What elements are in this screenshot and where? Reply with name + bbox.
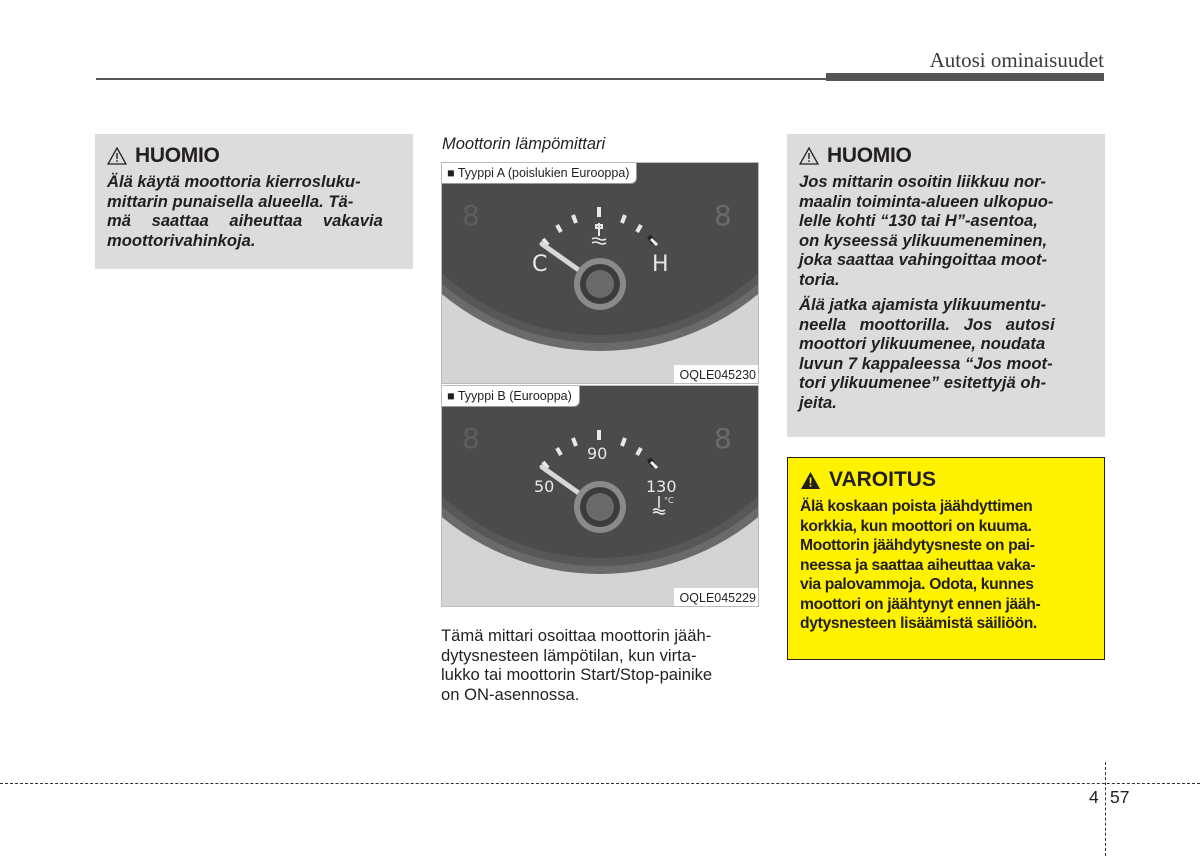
warning-line: Älä koskaan poista jäähdyttimen [800,498,1033,515]
svg-text:8: 8 [714,199,732,232]
bullet-square-icon: ■ [447,389,455,403]
notice-left [95,134,413,269]
notice-line: maalin toiminta-alueen ulkopuo- [799,191,1054,211]
notice-line: neella moottorilla. Jos autosi [799,314,1055,334]
temperature-gauge-b-illustration [442,386,759,607]
gauge-unit: °C [664,496,674,505]
temperature-gauge-a-illustration [442,163,759,384]
notice-line: on kyseessä ylikuumeneminen, [799,230,1048,250]
bullet-square-icon: ■ [447,166,455,180]
notice-heading: HUOMIO [135,144,220,167]
notice-line: moottorivahinkoja. [107,230,256,250]
warning-box [787,457,1105,660]
running-header: Autosi ominaisuudet [929,48,1104,72]
figure-code: OQLE045230 [674,365,758,383]
page-number: 57 [1110,787,1130,807]
warning-triangle-icon [800,471,821,490]
svg-text:8: 8 [462,422,480,455]
body-line: dytysnesteen lämpötilan, kun virta- [441,645,697,665]
warning-line: korkkia, kun moottori on kuuma. [800,517,1032,535]
notice-line: lelle kohti “130 tai H”-asentoa, [799,211,1038,230]
notice-line: Jos mittarin osoitin liikkuu nor- [799,172,1047,191]
svg-text:C: C [532,252,548,277]
body-line: lukko tai moottorin Start/Stop-painike [441,665,713,684]
footer-dashed-rule [0,783,1200,784]
figure-type-a [441,162,759,384]
gauge-mark-90: 90 [587,444,608,463]
header-rule-thick [826,73,1104,81]
footer-dashed-divider [1105,762,1106,856]
body-line: Tämä mittari osoittaa moottorin jääh- [441,626,712,645]
notice-line: tori ylikuumenee” esitettyjä oh- [799,373,1047,392]
svg-text:8: 8 [714,422,732,455]
notice-line: jeita. [799,392,837,412]
notice-line: Älä jatka ajamista ylikuumentu- [799,295,1047,314]
caution-triangle-icon [107,147,127,165]
svg-text:H: H [652,252,669,277]
figure-type-b [441,385,759,607]
gauge-mark-130: 130 [646,477,677,496]
warning-line: neessa ja saattaa aiheuttaa vaka- [800,556,1036,574]
notice-line: moottori ylikuumenee, noudata [799,334,1046,353]
header-rule [96,78,826,80]
notice-line: Älä käytä moottoria kierrosluku- [107,172,361,191]
figure-label: ■ Tyyppi A (poislukien Eurooppa) [442,163,637,184]
svg-text:8: 8 [462,199,480,232]
body-paragraph [441,626,759,704]
warning-line: moottori on jäähtynyt ennen jääh- [800,595,1041,613]
warning-line: Moottorin jäähdytysneste on pai- [800,537,1035,554]
section-title: Moottorin lämpömittari [442,135,606,153]
notice-line: mä saattaa aiheuttaa vakavia [107,211,383,230]
figure-code: OQLE045229 [674,588,758,606]
chapter-number: 4 [1089,787,1099,807]
warning-heading: VAROITUS [829,468,936,491]
gauge-mark-50: 50 [534,477,555,496]
notice-line: luvun 7 kappaleessa “Jos moot- [799,353,1053,373]
notice-line: toria. [799,269,840,289]
figure-label: ■ Tyyppi B (Eurooppa) [442,386,580,407]
notice-heading: HUOMIO [827,144,912,167]
warning-line: via palovammoja. Odota, kunnes [800,576,1034,593]
body-line: on ON-asennossa. [441,684,580,704]
warning-line: dytysnesteen lisäämistä säiliöön. [800,615,1037,632]
notice-line: joka saattaa vahingoittaa moot- [799,250,1048,269]
caution-triangle-icon [799,147,819,165]
notice-right [787,134,1105,437]
notice-line: mittarin punaisella alueella. Tä- [107,191,354,211]
